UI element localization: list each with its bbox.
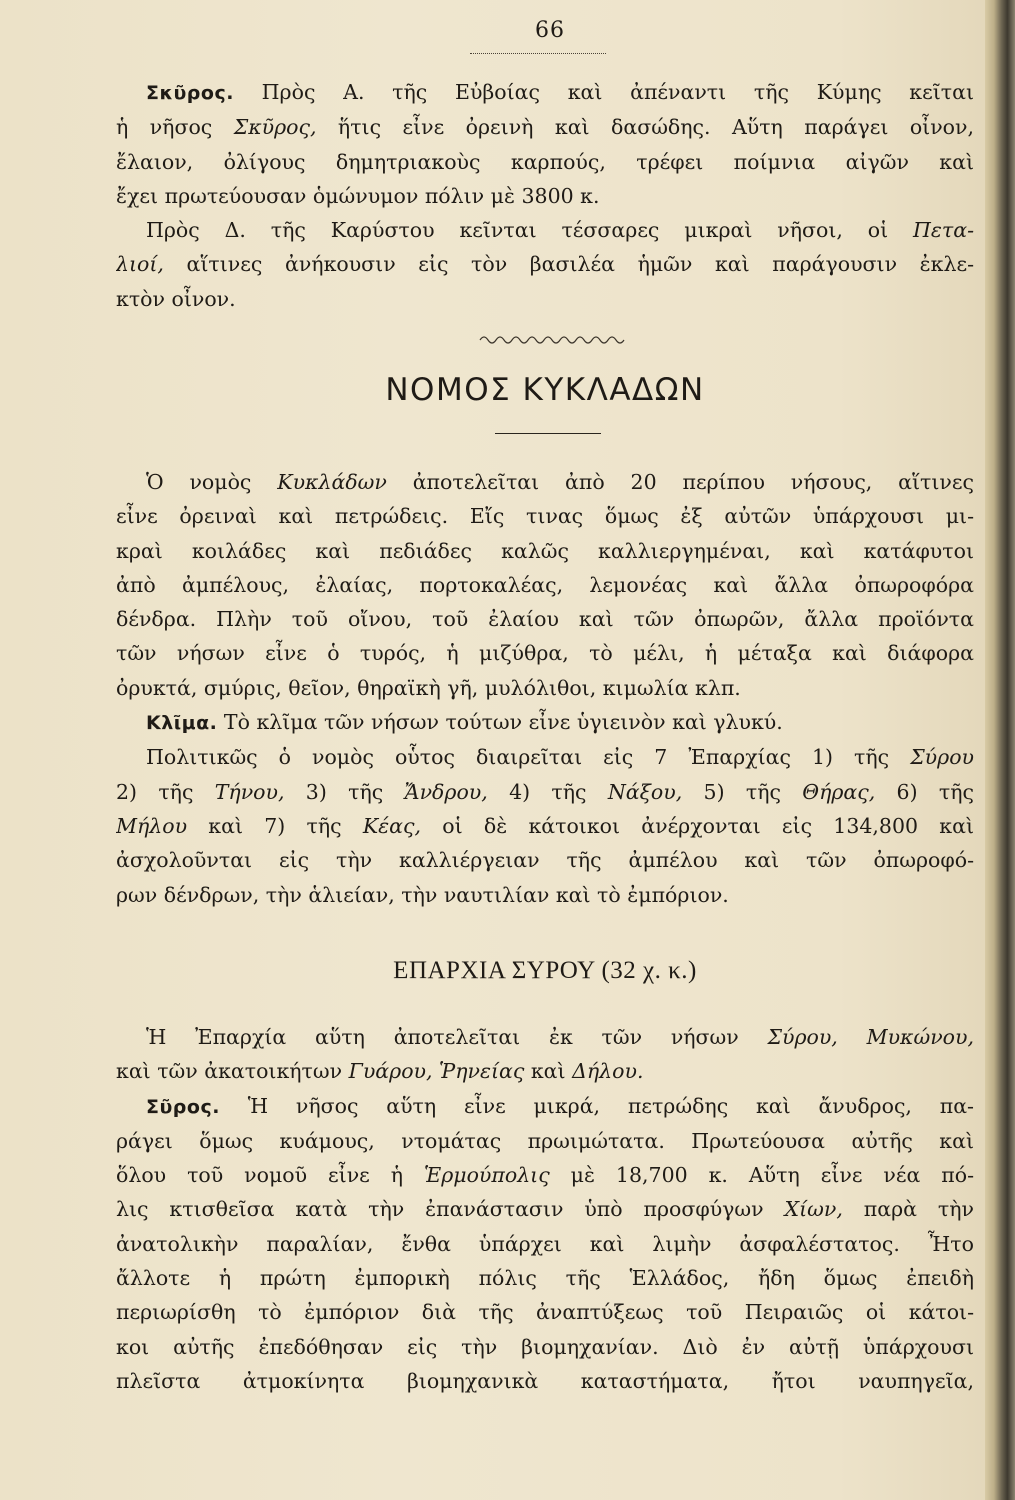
text-segment: ἡ νῆσος <box>116 115 234 140</box>
text-line <box>116 568 974 602</box>
text-segment: Πολιτικῶς ὁ νομὸς οὗτος διαιρεῖται εἰς 7 Ἐπαρχίας 1) τῆς <box>146 745 911 770</box>
text-segment: αἵτινες ἀνήκουσιν εἰς τὸν βασιλέα ἡμῶν καὶ παράγουσιν ἐκλε- <box>163 252 974 277</box>
text-segment: Τὸ κλῖμα τῶν νήσων τούτων εἶνε ὑγιεινὸν καὶ γλυκύ. <box>217 710 783 735</box>
text-segment: ἥτις εἶνε ὀρεινὴ καὶ δασώδης. Αὕτη παράγει οἶνον, <box>316 115 974 140</box>
text-segment: 6) τῆς <box>875 779 974 804</box>
text-line <box>116 534 974 568</box>
text-line <box>116 1054 974 1088</box>
italic-place-name: Κέας, <box>362 813 422 838</box>
text-line <box>116 1330 974 1364</box>
italic-place-name: Νάξου, <box>607 779 683 804</box>
section-skyros-petalioi <box>116 75 974 316</box>
italic-place-name: Χίων, <box>784 1197 843 1222</box>
text-line <box>116 1227 974 1261</box>
text-line <box>116 636 974 670</box>
text-segment: μὲ 18,700 κ. Αὕτη εἶνε νέα πό- <box>549 1163 974 1188</box>
text-segment: ἔχει πρωτεύουσαν ὁμώνυμον πόλιν μὲ 3800 κ. <box>116 183 600 208</box>
text-segment: Πρὸς Δ. τῆς Καρύστου κεῖνται τέσσαρες μικραὶ νῆσοι, οἱ <box>146 218 913 243</box>
text-segment: κραὶ κοιλάδες καὶ πεδιάδες καλῶς καλλιεργημέναι, καὶ κατάφυτοι <box>116 538 974 563</box>
text-line <box>116 1364 974 1398</box>
text-line <box>116 878 974 912</box>
subsection-title-eparchia-syrou: ΕΠΑΡΧΙΑ ΣΥΡΟΥ (32 χ. κ.) <box>393 957 697 984</box>
italic-place-name: Δήλου. <box>572 1059 644 1084</box>
italic-place-name: Πετα- <box>913 218 974 243</box>
text-line <box>116 465 974 499</box>
section-kyklades-description <box>116 465 974 912</box>
text-segment: ράγει ὅμως κυάμους, ντομάτας πρωιμώτατα. Πρωτεύουσα αὐτῆς καὶ <box>116 1128 974 1153</box>
section-title-nomos-kykladon: ΝΟΜΟΣ ΚΥΚΛΑΔΩΝ <box>385 372 705 408</box>
text-segment: Ἡ Ἐπαρχία αὕτη ἀποτελεῖται ἐκ τῶν νήσων <box>146 1025 768 1049</box>
text-segment: καὶ <box>524 1059 573 1084</box>
text-line <box>116 145 974 179</box>
text-segment: ἄλλοτε ἡ πρώτη ἐμπορικὴ πόλις τῆς Ἑλλάδος, ἤδη ὅμως ἐπειδὴ <box>116 1266 974 1291</box>
text-line <box>116 1124 974 1158</box>
italic-place-name: Ἑρμούπολις <box>423 1163 550 1188</box>
book-binding-edge <box>985 0 1015 1500</box>
page-number-rule <box>470 53 606 54</box>
text-segment: Ὁ νομὸς <box>146 470 278 494</box>
text-line <box>116 843 974 877</box>
text-line <box>116 179 974 213</box>
text-line <box>116 1261 974 1295</box>
text-line <box>116 671 974 705</box>
text-segment: δένδρα. Πλὴν τοῦ οἴνου, τοῦ ἐλαίου καὶ τῶν ὀπωρῶν, ἄλλα προϊόντα <box>116 607 974 632</box>
text-line <box>116 602 974 636</box>
italic-place-name: Σκῦρος, <box>233 115 317 140</box>
italic-place-name: Σύρου, Μυκώνου, <box>767 1025 974 1049</box>
text-line <box>116 1089 974 1124</box>
page-number: 66 <box>535 18 565 43</box>
text-segment: Πρὸς Α. τῆς Εὐβοίας καὶ ἀπέναντι τῆς Κύμης κεῖται <box>233 80 974 104</box>
text-line <box>116 499 974 533</box>
text-line <box>116 213 974 247</box>
text-line <box>116 809 974 843</box>
italic-place-name: Κυκλάδων <box>277 470 387 494</box>
italic-place-name: Θήρας, <box>802 779 876 804</box>
text-segment: ὅλου τοῦ νομοῦ εἶνε ἡ <box>116 1163 424 1188</box>
text-segment: καὶ 7) τῆς <box>187 813 363 838</box>
italic-place-name: Σύρου <box>910 745 974 770</box>
italic-place-name: Τήνου, <box>214 779 285 804</box>
text-line <box>116 1158 974 1192</box>
section-eparchia-syrou <box>116 1020 974 1398</box>
text-line <box>116 110 974 144</box>
text-line <box>116 1020 974 1054</box>
text-segment: εἶνε ὀρειναὶ καὶ πετρώδεις. Εἴς τινας ὅμως ἐξ αὐτῶν ὑπάρχουσι μι- <box>116 504 974 529</box>
text-segment: παρὰ τὴν <box>842 1197 974 1222</box>
paragraph-heading: Σῦρος. <box>146 1095 220 1118</box>
text-segment: καὶ τῶν ἀκατοικήτων <box>116 1059 349 1084</box>
text-line <box>116 1192 974 1226</box>
paragraph-heading: Κλῖμα. <box>146 712 218 735</box>
text-segment: ἀσχολοῦνται εἰς τὴν καλλιέργειαν τῆς ἀμπέλου καὶ τῶν ὀπωροφό- <box>116 848 974 873</box>
text-segment: ὀρυκτά, σμύρις, θεῖον, θηραϊκὴ γῆ, μυλόλιθοι, κιμωλία κλπ. <box>116 675 741 700</box>
italic-place-name: Γυάρου, Ῥηνείας <box>348 1059 525 1084</box>
italic-place-name: λιοί, <box>116 252 164 277</box>
text-line <box>116 247 974 281</box>
text-segment: ἀνατολικὴν παραλίαν, ἔνθα ὑπάρχει καὶ λιμὴν ἀσφαλέστατος. Ἦτο <box>116 1231 974 1256</box>
text-segment: 5) τῆς <box>682 779 803 804</box>
ornament-divider <box>478 332 628 344</box>
text-segment: οἱ δὲ κάτοικοι ἀνέρχονται εἰς 134,800 καὶ <box>421 813 974 838</box>
text-line <box>116 282 974 316</box>
italic-place-name: Ἄνδρου, <box>404 779 488 804</box>
paragraph-heading: Σκῦρος. <box>146 82 234 104</box>
text-line <box>116 705 974 740</box>
text-segment: ἀποτελεῖται ἀπὸ 20 περίπου νήσους, αἵτινες <box>386 470 974 494</box>
text-segment: περιωρίσθη τὸ ἐμπόριον διὰ τῆς ἀναπτύξεως τοῦ Πειραιῶς οἱ κάτοι- <box>116 1300 974 1325</box>
text-segment: ἀπὸ ἀμπέλους, ἐλαίας, πορτοκαλέας, λεμονέας καὶ ἄλλα ὀπωροφόρα <box>116 572 974 597</box>
text-line <box>116 75 974 110</box>
text-segment: 3) τῆς <box>284 779 405 804</box>
text-segment: κτὸν οἶνον. <box>116 286 236 311</box>
text-line <box>116 740 974 774</box>
text-segment: 4) τῆς <box>487 779 608 804</box>
italic-place-name: Μήλου <box>116 813 188 838</box>
text-segment: κοι αὐτῆς ἐπεδόθησαν εἰς τὴν βιομηχανίαν. Διὸ ἐν αὐτῇ ὑπάρχουσι <box>116 1334 974 1359</box>
title-rule <box>495 433 601 434</box>
text-segment: τῶν νήσων εἶνε ὁ τυρός, ἡ μιζύθρα, τὸ μέλι, ἡ μέταξα καὶ διάφορα <box>116 641 974 666</box>
text-segment: ρων δένδρων, τὴν ἁλιείαν, τὴν ναυτιλίαν καὶ τὸ ἐμπόριον. <box>116 882 729 907</box>
text-segment: ἔλαιον, ὀλίγους δημητριακοὺς καρπούς, τρέφει ποίμνια αἰγῶν καὶ <box>116 149 974 174</box>
text-segment: λις κτισθεῖσα κατὰ τὴν ἐπανάστασιν ὑπὸ προσφύγων <box>116 1197 785 1222</box>
text-segment: Ἡ νῆσος αὕτη εἶνε μικρά, πετρώδης καὶ ἄνυδρος, πα- <box>219 1093 974 1118</box>
text-segment: 2) τῆς <box>116 779 215 804</box>
text-segment: πλεῖστα ἀτμοκίνητα βιομηχανικὰ καταστήματα, ἤτοι ναυπηγεῖα, <box>116 1368 974 1393</box>
text-line <box>116 775 974 809</box>
text-line <box>116 1295 974 1329</box>
